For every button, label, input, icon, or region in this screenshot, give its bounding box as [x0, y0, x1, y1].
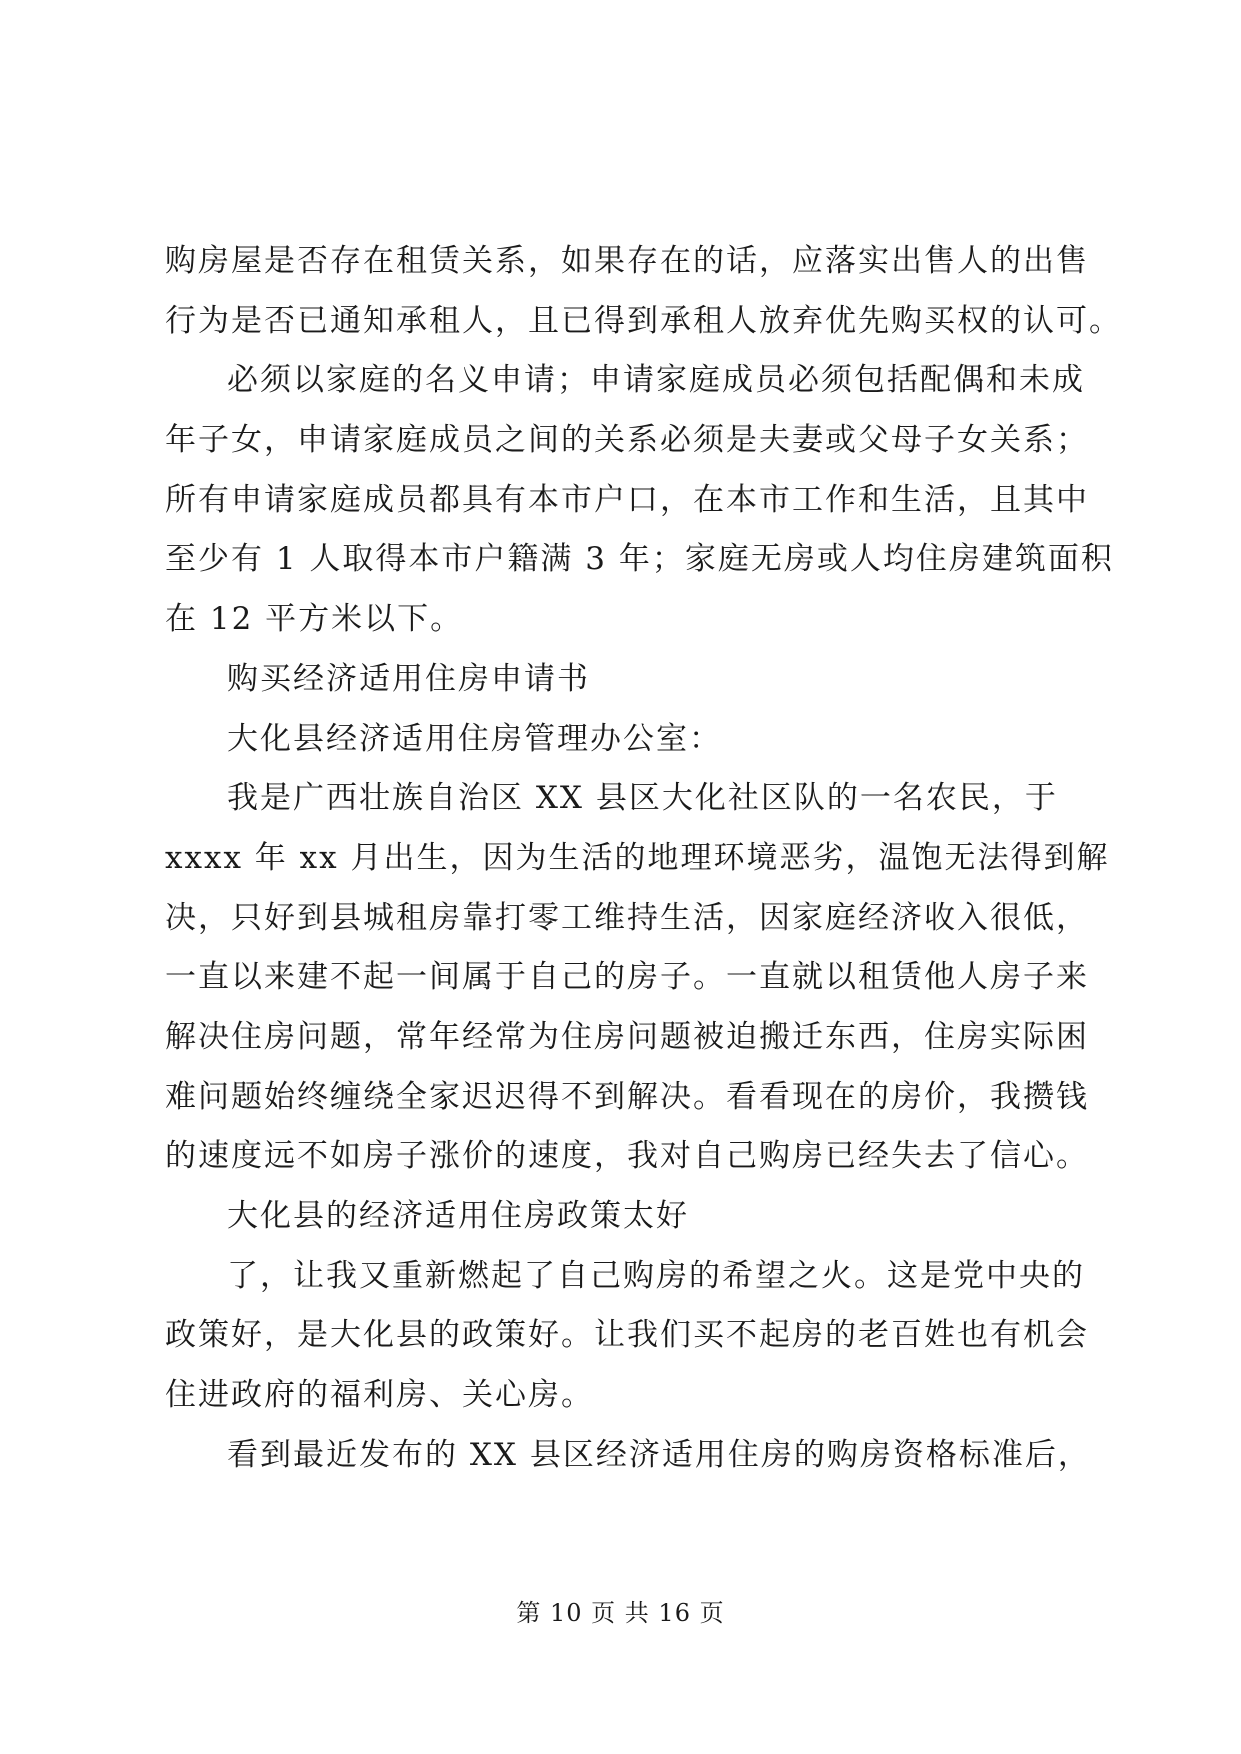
- paragraph-start-line: 了，让我又重新燃起了自己购房的希望之火。这是党中央的: [227, 1257, 1085, 1294]
- text-line: 年子女，申请家庭成员之间的关系必须是夫妻或父母子女关系；: [165, 422, 1089, 459]
- text-line: 解决住房问题，常年经常为住房问题被迫搬迁东西，住房实际困: [165, 1018, 1089, 1055]
- paragraph-start-line: 大化县的经济适用住房政策太好: [227, 1198, 689, 1234]
- text-line: 行为是否已通知承租人，且已得到承租人放弃优先购买权的认可。: [165, 302, 1122, 339]
- paragraph-start-line: 看到最近发布的 XX 县区经济适用住房的购房资格标准后，: [227, 1436, 1091, 1473]
- section-title: 购买经济适用住房申请书: [227, 660, 590, 697]
- text-line: 决，只好到县城租房靠打零工维持生活，因家庭经济收入很低，: [165, 899, 1089, 936]
- paragraph-start-line: 必须以家庭的名义申请；申请家庭成员必须包括配偶和未成: [227, 362, 1085, 399]
- text-line: 至少有 1 人取得本市户籍满 3 年；家庭无房或人均住房建筑面积: [165, 541, 1114, 578]
- text-line: 的速度远不如房子涨价的速度，我对自己购房已经失去了信心。: [165, 1138, 1089, 1175]
- text-line: 购房屋是否存在租赁关系，如果存在的话，应落实出售人的出售: [165, 243, 1089, 279]
- text-line: xxxx 年 xx 月出生，因为生活的地理环境恶劣，温饱无法得到解: [165, 839, 1110, 876]
- page-number-footer: 第 10 页 共 16 页: [516, 1599, 725, 1627]
- text-line: 在 12 平方米以下。: [165, 601, 464, 638]
- text-line: 政策好，是大化县的政策好。让我们买不起房的老百姓也有机会: [165, 1317, 1089, 1354]
- addressee-line: 大化县经济适用住房管理办公室：: [227, 720, 722, 757]
- text-line: 一直以来建不起一间属于自己的房子。一直就以租赁他人房子来: [165, 959, 1089, 996]
- paragraph-start-line: 我是广西壮族自治区 XX 县区大化社区队的一名农民，于: [227, 780, 1058, 817]
- text-line: 难问题始终缠绕全家迟迟得不到解决。看看现在的房价，我攒钱: [165, 1078, 1089, 1115]
- document-body: [165, 232, 1122, 1485]
- text-line: 住进政府的福利房、关心房。: [165, 1377, 594, 1414]
- text-line: 所有申请家庭成员都具有本市户口，在本市工作和生活，且其中: [165, 481, 1089, 518]
